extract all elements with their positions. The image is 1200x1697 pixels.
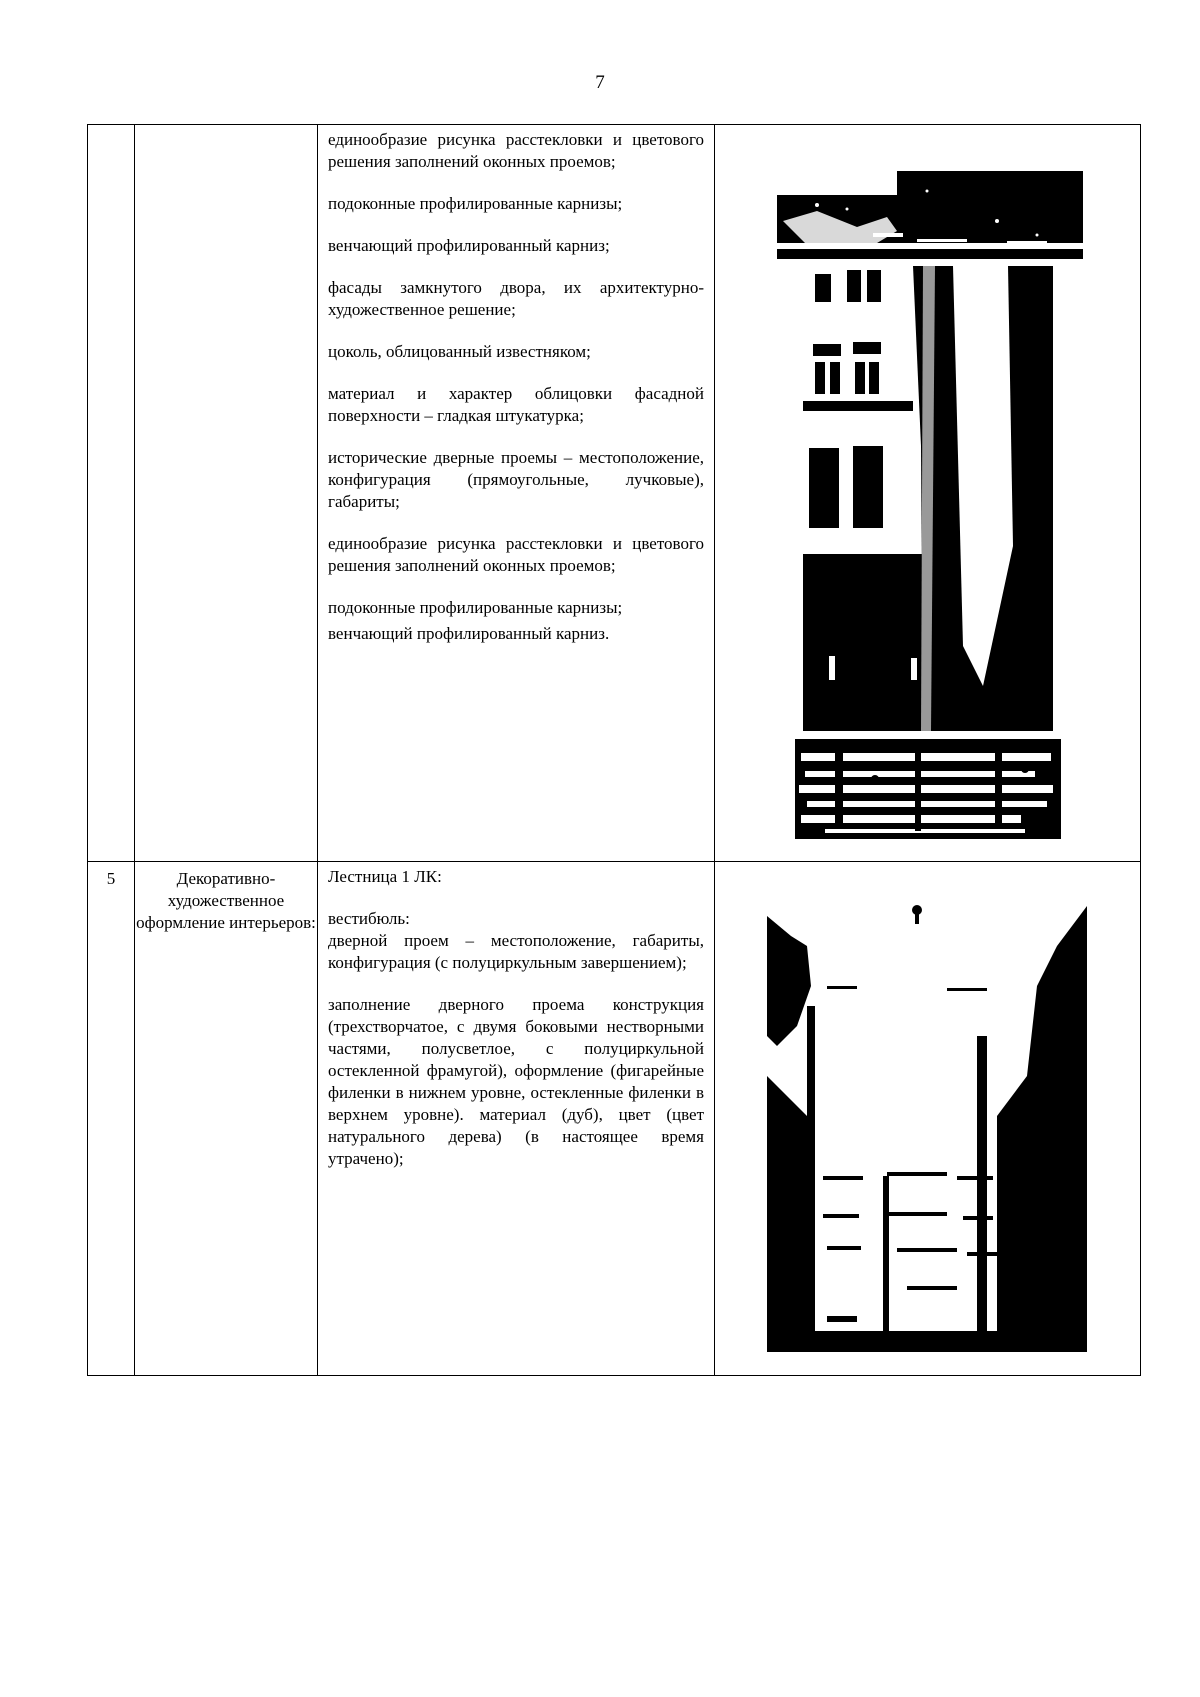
photo-cell: [715, 125, 1141, 862]
description-cell: [318, 125, 715, 862]
item-text: вестибюль:: [328, 909, 410, 928]
category-cell: [135, 125, 318, 862]
vestibule-door-photo: [767, 876, 1087, 1352]
item-text: материал и характер облицовки фасадной поверхности – гладкая штукатурка;: [328, 384, 704, 425]
category-cell: Декоративно-художественное оформление интерьеров:: [135, 862, 318, 1376]
item-text: единообразие рисунка расстекловки и цветового решения заполнений оконных проемов;: [328, 130, 704, 171]
item-text: венчающий профилированный карниз.: [328, 624, 610, 643]
item-text: венчающий профилированный карниз;: [328, 236, 610, 255]
item-text: подоконные профилированные карнизы;: [328, 598, 623, 617]
courtyard-facade-photo: [803, 266, 1053, 731]
photo-cell: [715, 862, 1141, 1376]
item-text: цоколь, облицованный известняком;: [328, 342, 591, 361]
item-text: подоконные профилированные карнизы;: [328, 194, 623, 213]
facade-cornice-photo: [777, 161, 1083, 259]
table-row: [88, 862, 1141, 1376]
page-number: 7: [595, 72, 605, 93]
limestone-plinth-photo: [795, 739, 1061, 839]
item-text: Лестница 1 ЛК:: [328, 867, 442, 886]
heritage-table: [87, 124, 1120, 1376]
row-number-cell: [88, 125, 135, 862]
item-text: единообразие рисунка расстекловки и цветового решения заполнений оконных проемов;: [328, 534, 704, 575]
description-cell: [318, 862, 715, 1376]
item-text: заполнение дверного проема конструкция (трехстворчатое, с двумя боковыми нестворными частями, полусветлое, с полуциркульной остекленной фрамугой), оформление (фигарейные филенки в нижнем уровне, остекленные филенки в верхнем уровне). материал (дуб), цвет (цвет натурального дерева) (в настоящее время утрачено);: [328, 995, 704, 1168]
table-row: [88, 125, 1141, 862]
item-text: исторические дверные проемы – местоположение, конфигурация (прямоугольные, лучковые), габариты;: [328, 448, 704, 511]
row-number-cell: 5: [88, 862, 135, 1376]
item-text: фасады замкнутого двора, их архитектурно-художественное решение;: [328, 278, 704, 319]
item-text: дверной проем – местоположение, габариты, конфигурация (с полуциркульным завершением);: [328, 931, 704, 972]
